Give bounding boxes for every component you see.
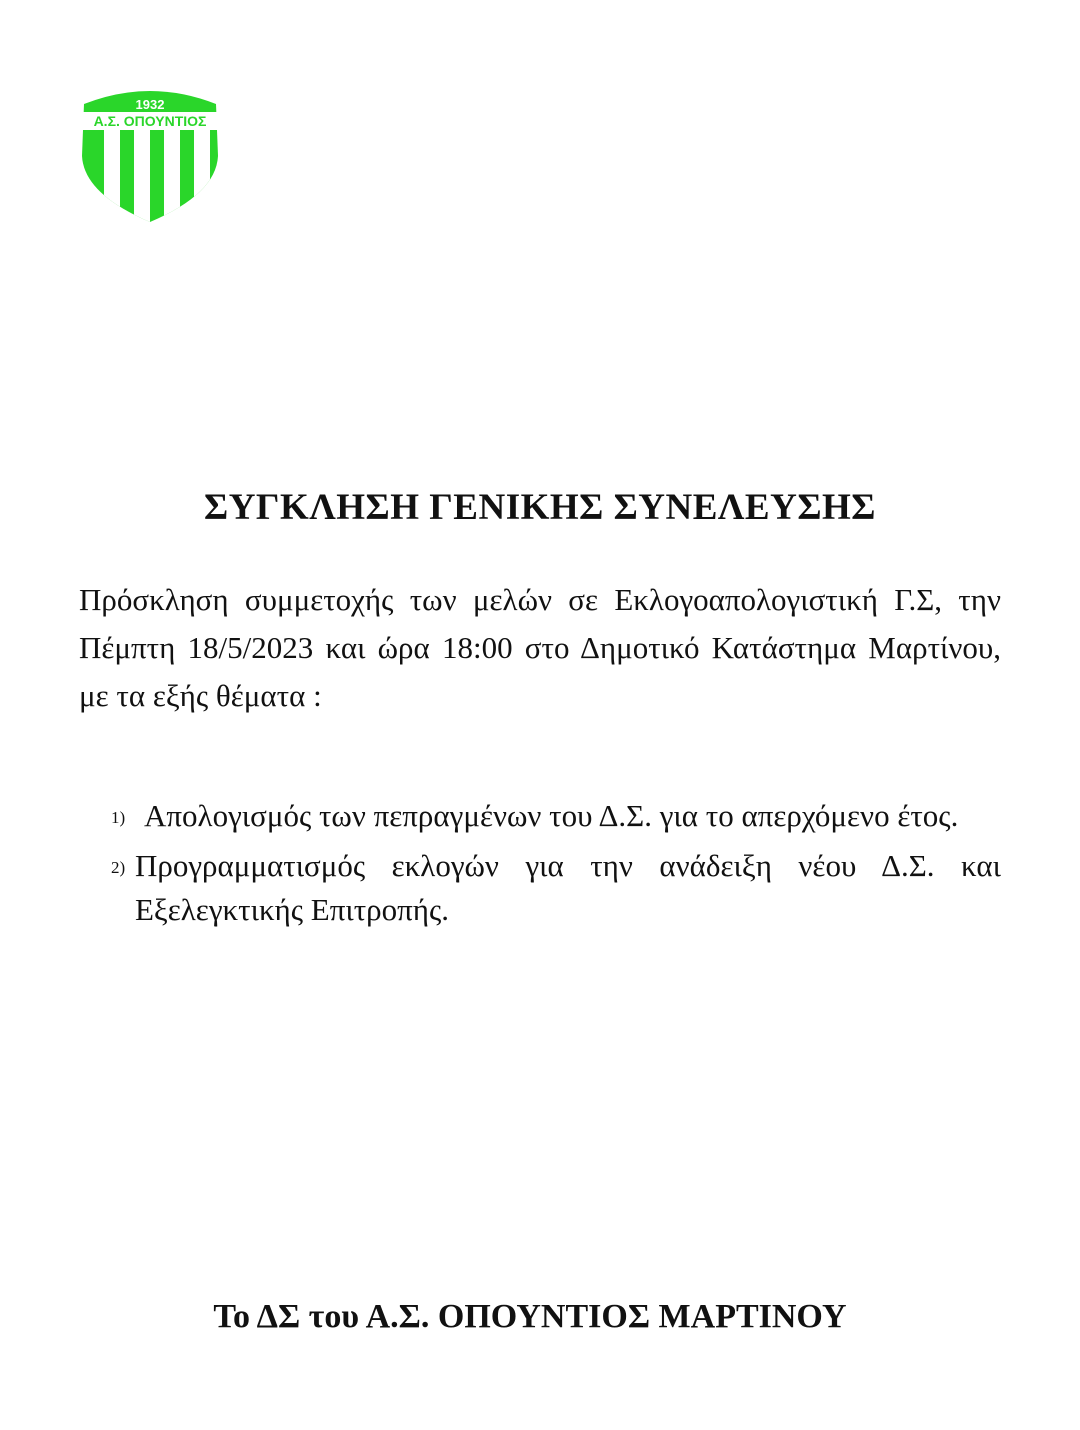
list-item-number: 2) [111, 858, 126, 877]
topics-list [108, 794, 1001, 932]
page-title: ΣΥΓΚΛΗΣΗ ΓΕΝΙΚΗΣ ΣΥΝΕΛΕΥΣΗΣ [204, 487, 876, 528]
list-item [108, 844, 1001, 932]
list-item-text: Απολογισμός των πεπραγμένων του Δ.Σ. για το απερχόμενο έτος. [144, 798, 959, 833]
invitation-text: Πρόσκληση συμμετοχής των μελών σε Εκλογοαπολογιστική Γ.Σ, την Πέμπτη 18/5/2023 και ώρα 18:00 στο Δημοτικό Κατάστημα Μαρτίνου, με τα εξής θέματα : [79, 582, 1001, 713]
list-item-number: 1) [111, 808, 126, 827]
shield-icon [78, 84, 222, 224]
logo-name: Α.Σ. ΟΠΟΥΝΤΙΟΣ [93, 113, 207, 129]
list-item-text: Προγραμματισμός εκλογών για την ανάδειξη νέου Δ.Σ. και Εξελεγκτικής Επιτροπής. [135, 848, 1001, 927]
signature: Το ΔΣ του Α.Σ. ΟΠΟΥΝΤΙΟΣ ΜΑΡΤΙΝΟΥ [213, 1298, 847, 1335]
club-crest-logo [78, 84, 222, 224]
list-item [108, 794, 1001, 838]
logo-year: 1932 [135, 97, 165, 112]
